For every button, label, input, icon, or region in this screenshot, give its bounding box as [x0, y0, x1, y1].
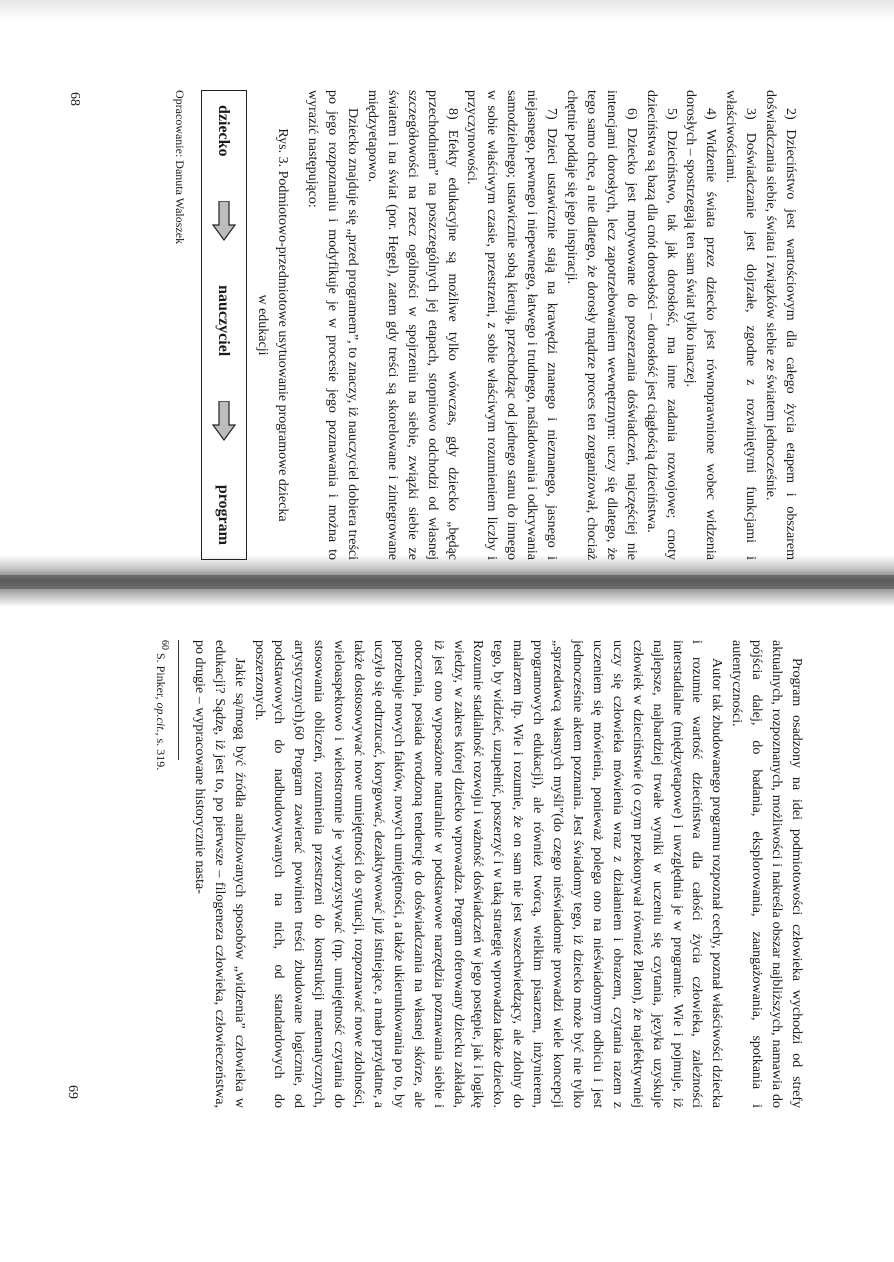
paragraph: 4) Widzenie świata przez dziecko jest równoprawnione wobec widzenia dorosłych – spostrzegają ten sam świat tylko inaczej.	[683, 90, 719, 560]
paragraph: Autor tak zbudowanego programu rozpoznał cechy, poznał właściwości dziecka i rozumie wartość dzieciństwa dla całości życia człowieka, zależności interstadialne (międzyetapowe) i uwzględnia je w programie. Wie i pojmuje, iż najlepsze, najbardziej trwałe wyniki w uczeniu się czytania, języka uzyskuje człowiek w dzieciństwie (o czym przekonywał również Platon), że najefektywniej uczy się człowieka mówienia wraz z działaniem i obrazem, czytania razem z uczeniem się mówienia, ponieważ polega ono na nieświadomym odbiciu i jest jednocześnie aktem poznania. Jest świadomy tego, iż dziecko może być nie tylko „sprzedawcą własnych myśli”(do czego nieświadomie prowadzi wiele koncepcji programowych edukacji), ale również twórcą, wielkim pisarzem, inżynierem, malarzem itp. Wie i rozumie, że on sam nie jest wszechwiedzący, ale zdolny do tego, by widzieć, uzupełnić, poszerzyć i w taką strategię wprowadza także dziecko. Rozumie stadialność rozwoju i ważność doświadczeń w jego postępie, jak i logikę wiedzy, w zakres której dziecko wprowadza. Program oferowany dziecku zakłada, iż jest ono wyposażone naturalnie w podstawowe narzędzia poznawania siebie i otoczenia, posiada wrodzoną tendencję do doświadczania na własnej skórze, ale potrzebuje nowych faktów, nowych umiejętności, a także ukierunkowania po to, by uczyło się odtrzucać, korygować, dezaktywować już istniejące, a mało przydatne, a także dostosowywać nowe umiejętności do sytuacji, rozpoznawać nowe zdolności, wieloaspektowo i wielostronnie je wykorzystywać (np. umiejętność czytania do stosowania obliczeń, rozumienia przestrzeni do konstrukcji matematycznych, artystycznych),60 Program zawierać powinien treści zbudowane logicznie, od podstawowych do nadbudowywanych na nich, od standardowych do poszerzonych.	[251, 640, 725, 1108]
figure-source: Opracowanie: Danuta Waloszek	[172, 90, 187, 245]
paragraph: 7) Dzieci ustawicznie stają na krawędzi znanego i nieznanego, jasnego i niejasnego, pewnego i niepewnego, łatwego i trudnego, naśladowania i odkrywania samodzielnego; ustawicznie sobą kierują, przechodząc od jednego stanu do innego w sobie właściwym czasie, przestrzeni, z sobie właściwym rozumieniem liczby i przyczynowości.	[464, 90, 560, 560]
paragraph: 8) Efekty edukacyjne są możliwe tylko wówczas, gdy dziecko „będąc przechodniem” na poszczególnych jej etapach, stopniowo odchodzi od własnej szczegółowości na rzecz ogólności w spojrzeniu na siebie, związki siebie ze światem i na świat (por. Hegel), zatem gdy treści są skorelowane i zintegrowane międzyetapowo.	[364, 90, 460, 560]
footnote-rule	[178, 640, 179, 760]
figure-caption-line: Rys. 3. Podmiotowo-przedmiotowe usytuowanie programowe dziecka	[275, 128, 291, 522]
paragraph: Program osadzony na idei podmiotowości człowieka wychodzi od strefy aktualnych, rozpoznanych, możliwości i nakreśla obszar najbliższych, namawia do pójścia dalej, do badania, eksplorowania, zaangażowania, spotkania i autentyczności.	[729, 640, 804, 1108]
footnote-marker: 60	[158, 640, 170, 650]
page-number: 68	[67, 92, 82, 106]
scan-shadow	[0, 0, 894, 20]
figure-diagram	[201, 90, 247, 560]
diagram-node-dziecko: dziecko	[215, 105, 233, 157]
page-68	[169, 90, 800, 560]
footnote	[150, 640, 174, 1108]
paragraph: Dziecko znajduje się „przed programem”, to znaczy, iż nauczyciel dobiera treści po jego rozpoznaniu i modyfikuje je w procesie jego poznawania i można to wyrazić następująco:	[305, 90, 361, 560]
paragraph: Jakie są/mogą być źródła analizowanych sposobów „widzenia” człowieka w edukacji? Sądzę, iż jest to, po pierwsze – filogeneza człowieka, człowieczeństwa, po drugie – wypracowane historycznie nasta-	[191, 640, 247, 1108]
paragraph: 2) Dzieciństwo jest wartościowym dla całego życia etapem i obszarem doświadczania siebie, świata i związków siebie ze światem jednocześnie.	[763, 90, 798, 560]
figure-caption	[253, 90, 293, 560]
arrow-right-icon	[212, 401, 236, 441]
diagram-node-program: program	[215, 484, 233, 545]
paragraph: 3) Doświadczanie jest dojrzałe, zgodne z rozwiniętymi funkcjami i właściwościami.	[723, 90, 759, 560]
footnote-title: op.cit.	[153, 702, 168, 733]
paragraph: 6) Dziecko jest motywowane do poszerzania doświadczeń, najczęściej nie intencjami dorosłych, lecz zapotrzebowaniem wewnętrznym: uczy się dlatego, że tego samo chce, a nie dlatego, że dorosły mądrze proces ten zorganizował, chociaż chętnie poddaje się jego inspiracji.	[564, 90, 639, 560]
page-number: 69	[65, 1085, 80, 1099]
gutter-shadow	[0, 575, 894, 589]
arrow-right-icon	[212, 201, 236, 241]
diagram-node-nauczyciel: nauczyciel	[215, 285, 233, 357]
footnote-author: S. Pinker,	[153, 653, 168, 700]
paragraph: 5) Dzieciństwo, tak jak dorosłość, ma inne zadania rozwojowe; cnoty dzieciństwa są bazą dla cnót dorosłości – dorosłość jest ciągłością dzieciństwa.	[643, 90, 679, 560]
page-69	[150, 640, 806, 1108]
footnote-rest: , s. 319.	[153, 732, 168, 771]
figure-caption-line: w edukacji	[255, 294, 271, 356]
